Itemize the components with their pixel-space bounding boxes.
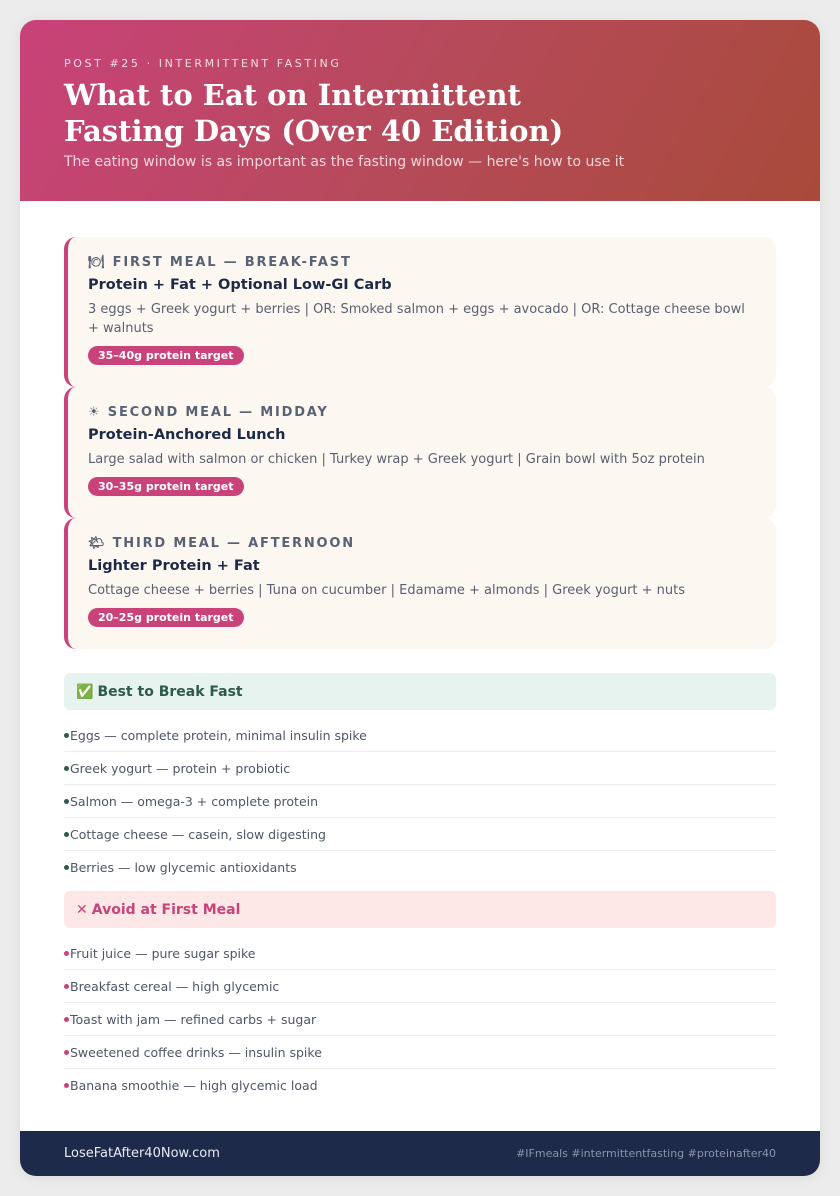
list-item: Fruit juice — pure sugar spike: [64, 937, 776, 970]
bullet-icon: [64, 799, 69, 804]
meal-description: Cottage cheese + berries | Tuna on cucumber | Edamame + almonds | Greek yogurt + nuts: [88, 583, 686, 598]
protein-target-badge: 20–25g protein target: [88, 608, 244, 627]
site-link[interactable]: LoseFatAfter40Now.com: [64, 1146, 220, 1161]
list-item: Sweetened coffee drinks — insulin spike: [64, 1036, 776, 1069]
post-content: [20, 201, 820, 1102]
meal-title: Lighter Protein + Fat: [88, 558, 260, 574]
list-item: Greek yogurt — protein + probiotic: [64, 752, 776, 785]
list-item: Salmon — omega-3 + complete protein: [64, 785, 776, 818]
list-item: Breakfast cereal — high glycemic: [64, 970, 776, 1003]
post-subtitle: The eating window is as important as the fasting window — here's how to use it: [64, 154, 625, 170]
bullet-icon: [64, 984, 69, 989]
post-header: [20, 20, 820, 201]
protein-target-badge: 35–40g protein target: [88, 346, 244, 365]
list-item: Berries — low glycemic antioxidants: [64, 851, 776, 884]
meal-title: Protein + Fat + Optional Low-GI Carb: [88, 277, 392, 293]
meal-description: 3 eggs + Greek yogurt + berries | OR: Smoked salmon + eggs + avocado | OR: Cottage cheese bowl + walnuts: [88, 302, 745, 336]
best-foods-list: [64, 719, 776, 884]
post-card: [20, 20, 820, 1176]
post-footer: [20, 1131, 820, 1176]
bullet-icon: [64, 832, 69, 837]
meal-card-third: [64, 518, 776, 649]
sun-behind-cloud-icon: 🌤: [88, 536, 107, 551]
best-to-break-fast-heading: ✅ Best to Break Fast: [64, 673, 776, 710]
checkmark-icon: ✅: [76, 683, 94, 700]
post-title: What to Eat on Intermittent Fasting Days (Over 40 Edition): [64, 78, 564, 148]
protein-target-badge: 30–35g protein target: [88, 477, 244, 496]
list-item: Cottage cheese — casein, slow digesting: [64, 818, 776, 851]
meal-card-second: [64, 387, 776, 518]
hashtags: #IFmeals #intermittentfasting #proteinafter40: [516, 1147, 776, 1160]
meal-label: 🍽 FIRST MEAL — BREAK-FAST: [88, 255, 352, 270]
meal-description: Large salad with salmon or chicken | Turkey wrap + Greek yogurt | Grain bowl with 5oz protein: [88, 452, 705, 467]
bullet-icon: [64, 1050, 69, 1055]
meal-label: 🌤 THIRD MEAL — AFTERNOON: [88, 536, 355, 551]
meal-card-first: [64, 237, 776, 387]
meal-label: ☀ SECOND MEAL — MIDDAY: [88, 405, 329, 420]
bullet-icon: [64, 1083, 69, 1088]
bullet-icon: [64, 865, 69, 870]
bullet-icon: [64, 951, 69, 956]
sun-icon: ☀: [88, 405, 102, 420]
meal-title: Protein-Anchored Lunch: [88, 427, 286, 443]
bullet-icon: [64, 733, 69, 738]
list-item: Toast with jam — refined carbs + sugar: [64, 1003, 776, 1036]
bullet-icon: [64, 766, 69, 771]
bullet-icon: [64, 1017, 69, 1022]
avoid-at-first-meal-heading: ✕ Avoid at First Meal: [64, 891, 776, 928]
list-item: Eggs — complete protein, minimal insulin spike: [64, 719, 776, 752]
avoid-foods-list: [64, 937, 776, 1102]
list-item: Banana smoothie — high glycemic load: [64, 1069, 776, 1102]
cross-icon: ✕: [76, 901, 88, 918]
plate-icon: 🍽: [88, 255, 107, 270]
post-eyebrow: POST #25 · INTERMITTENT FASTING: [64, 57, 342, 70]
